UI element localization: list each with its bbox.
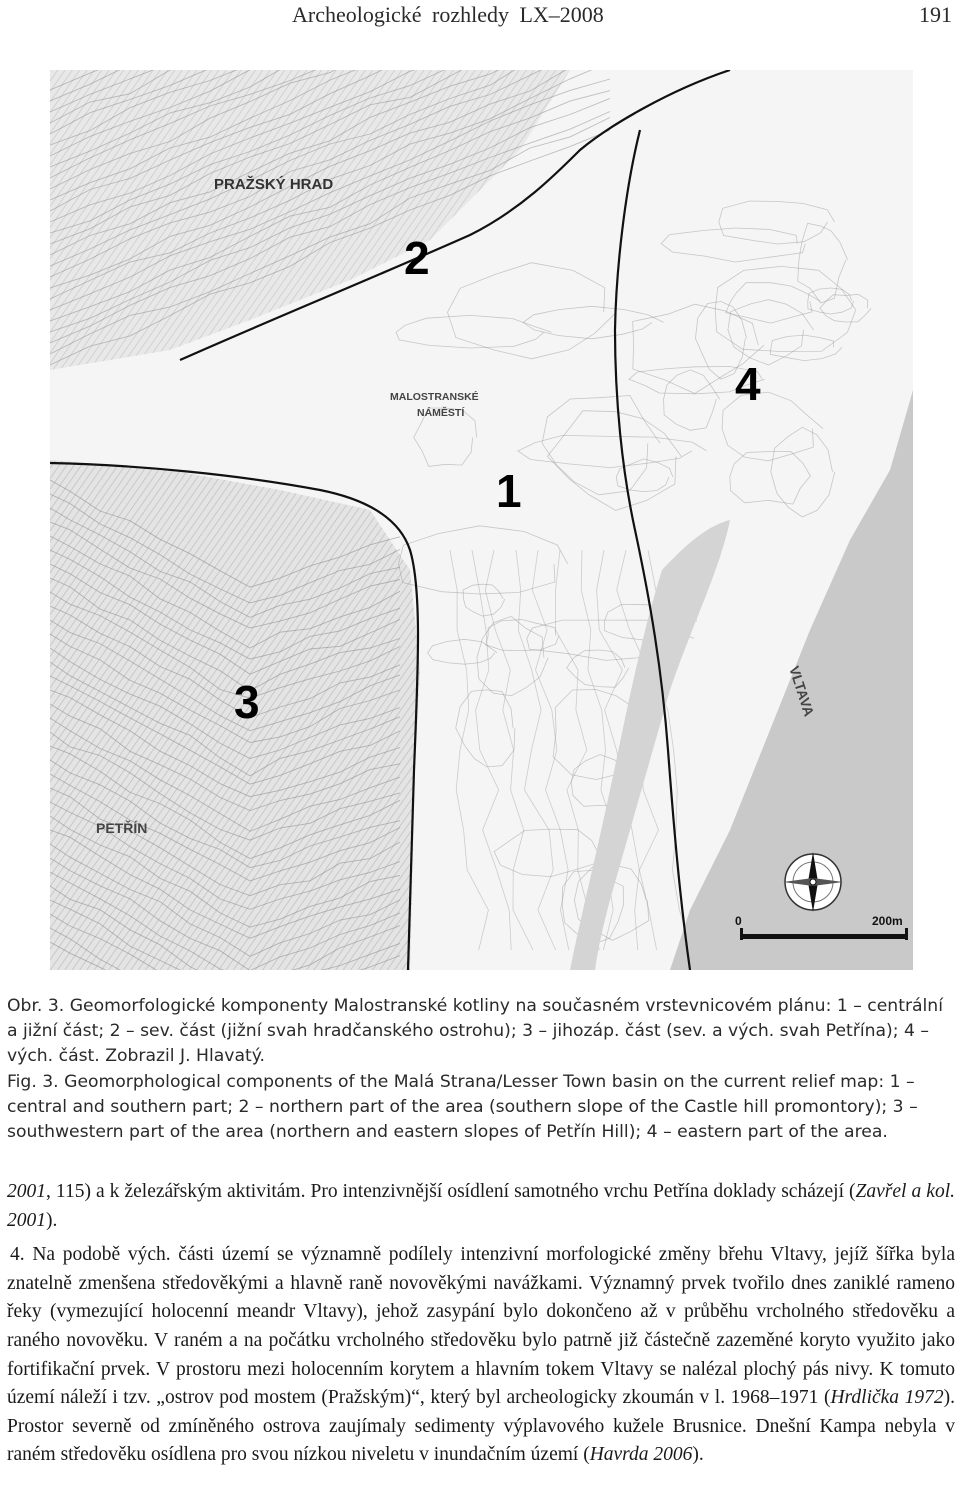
caption-cz-label: Obr. 3. — [7, 996, 65, 1016]
journal-title: Archeologické rozhledy LX–2008 — [292, 2, 604, 27]
caption-czech — [7, 994, 955, 1069]
p1-text: , 115) a k železářským aktivitám. Pro intenzivnější osídlení samotného vrchu Petřína doklady scházejí ( — [46, 1181, 856, 1202]
citation-hrdlicka: Hrdlička 1972 — [830, 1387, 944, 1409]
citation-havrda: Havrda 2006 — [589, 1444, 693, 1466]
paragraph-4 — [7, 1241, 955, 1470]
p2-text-3: ). — [692, 1444, 704, 1466]
body-text — [7, 1178, 955, 1470]
caption-en-label: Fig. 3. — [7, 1072, 59, 1092]
caption-english — [7, 1070, 955, 1145]
label-malostranske: MALOSTRANSKÉ — [390, 391, 479, 403]
page-number: 191 — [919, 2, 952, 27]
p2-text-1: 4. Na podobě vých. části území se významně podílely intenzivní morfologické změny břehu Vltavy, jejíž šířka byla znatelně zmenšena středověkými a hlavně raně novověkými navážkami. Významný prvek tvořilo dnes zaniklé rameno řeky (vymezující holocenní meandr Vltavy), jehož zasypání bylo dokončeno až v průběhu vrcholného středověku a raného novověku. V raném a na počátku vrcholného středověku bylo patrně již částečně zazeměné koryto využito jako fortifikační prvek. V prostoru mezi holocenním korytem a hlavním tokem Vltavy se nalézal plochý pás nivy. K tomuto území náleží i tzv. „ostrov pod mostem (Pražským)“, který byl archeologicky zkoumán v l. 1968–1971 ( — [7, 1244, 955, 1409]
paragraph-continuation — [7, 1178, 955, 1235]
zone-number-3: 3 — [234, 676, 260, 728]
caption-en-text: Geomorphological components of the Malá Strana/Lesser Town basin on the current relief map: 1 – central and southern part; 2 – northern part of the area (southern slope of the Castle hill promontory); 3 – southwestern part of the area (northern and eastern slopes of Petřín Hill); 4 – eastern part of the area. — [7, 1072, 918, 1142]
p1-end: ). — [46, 1209, 58, 1231]
zone-number-4: 4 — [735, 358, 761, 410]
figure-contour-map — [50, 70, 913, 970]
citation-zavrel: Zavřel a kol. 2001 — [7, 1181, 955, 1231]
caption-cz-text: Geomorfologické komponenty Malostranské kotliny na současném vrstevnicovém plánu: 1 – centrální a jižní část; 2 – sev. část (jižní svah hradčanského ostrohu); 3 – jihozáp. část (sev. a vých. svah Petřína); 4 – vých. část. Zobrazil J. Hlavatý. — [7, 996, 943, 1066]
citation-year: 2001 — [7, 1181, 46, 1202]
running-head — [0, 0, 960, 40]
label-petrin: PETŘÍN — [96, 820, 148, 836]
contour-map — [50, 70, 913, 970]
label-prazsky-hrad: PRAŽSKÝ HRAD — [214, 176, 334, 193]
p2-text-2: ). Prostor severně od zmíněného ostrova zaujímaly sedimenty výplavového kužele Brusnice. Dnešní Kampa nebyla v raném středověku osídlena pro svou nízkou niveletu v inundačním území ( — [7, 1387, 955, 1466]
label-namesti: NÁMĚSTÍ — [417, 407, 465, 419]
zone-number-2: 2 — [404, 232, 430, 284]
scale-end-label: 200m — [872, 914, 903, 928]
scale-start-label: 0 — [735, 914, 742, 928]
zone-number-1: 1 — [496, 465, 522, 517]
label-vltava: VLTAVA — [786, 663, 818, 719]
